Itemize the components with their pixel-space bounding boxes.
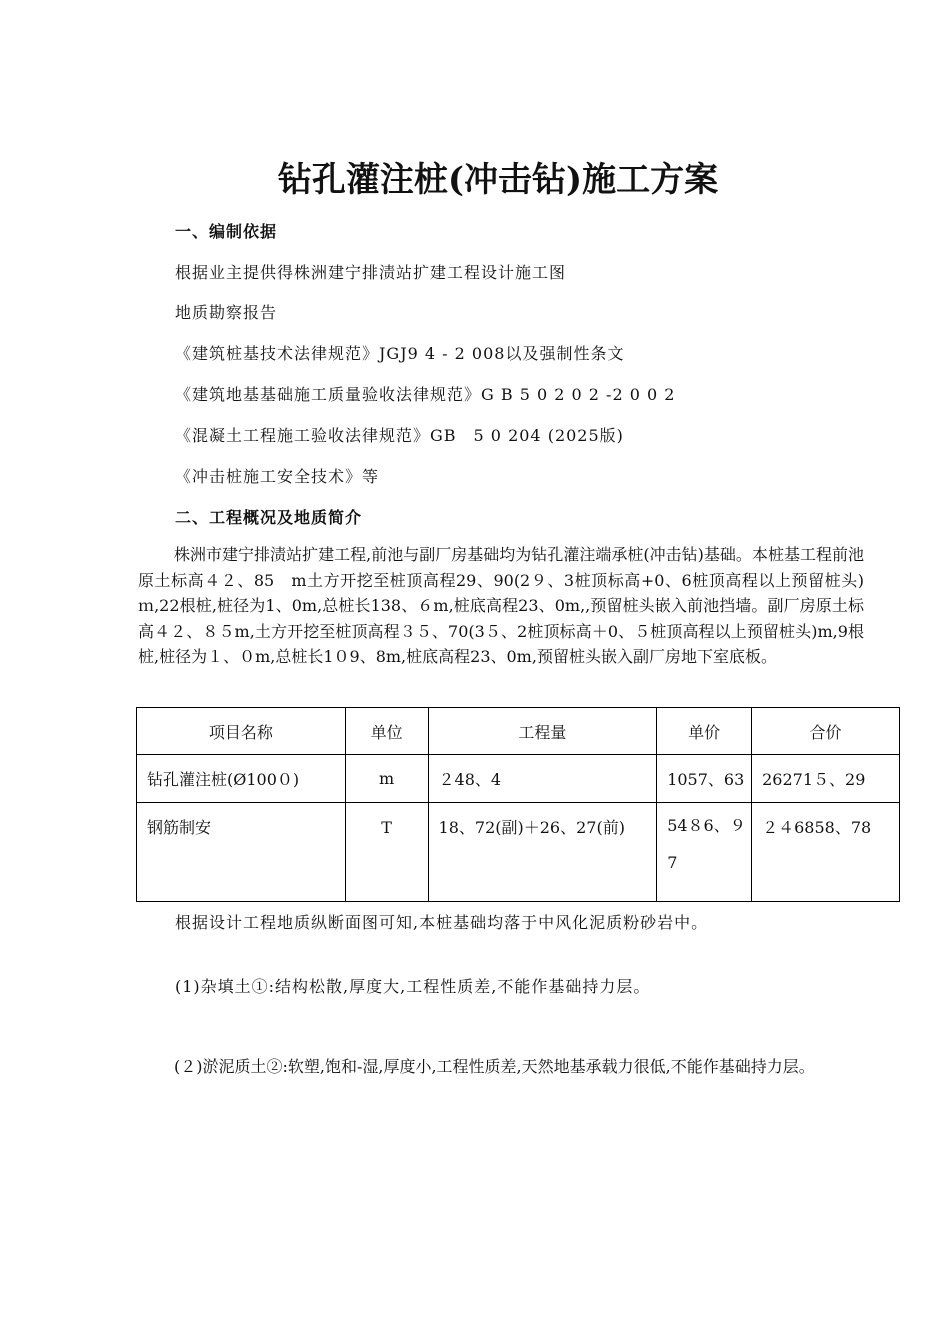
table-row [137, 803, 900, 902]
table-cell: 18、72(副)＋26、27(前) [428, 803, 657, 902]
quantity-table [136, 707, 900, 902]
document-title: 钻孔灌注桩(冲击钻)施工方案 [277, 160, 719, 200]
overview-paragraph: 株洲市建宁排渍站扩建工程,前池与副厂房基础均为钻孔灌注端承桩(冲击钻)基础。本桩基工程前池原土标高４２、85 m土方开挖至桩顶高程29、90(2９、3桩顶标高+0、6桩顶高程以上预留桩头)ｍ,22根桩,桩径为1、0m,总桩长138、６m,桩底高程23、0m,,预留桩头嵌入前池挡墙。副厂房原土标高４２、８５m,土方开挖至桩顶高程３５、70(3５、2桩顶标高＋0、５桩顶高程以上预留桩头)m,9根桩,桩径为１、０m,总桩长1０9、8m,桩底高程23、0m,预留桩头嵌入副厂房地下室底板。 [138, 545, 864, 666]
table-cell: 钻孔灌注桩(Ø100０) [137, 755, 346, 803]
section-heading-basis: 一、编制依据 [175, 222, 278, 241]
table-header-cell: 单价 [657, 708, 752, 755]
basis-item: 《混凝土工程施工验收法律规范》GB 5 0 204 (2025版) [175, 426, 624, 445]
table-cell: ２48、4 [428, 755, 657, 803]
basis-item: 地质勘察报告 [175, 303, 278, 322]
table-header-cell: 合价 [752, 708, 900, 755]
geology-layer-1: (1)杂填土①:结构松散,厚度大,工程性质差,不能作基础持力层。 [175, 977, 651, 996]
basis-item: 《建筑桩基技术法律规范》JGJ9 4 - 2 008以及强制性条文 [175, 344, 625, 363]
table-cell: 钢筋制安 [137, 803, 346, 902]
table-cell: 1057、63 [657, 755, 752, 803]
geology-intro: 根据设计工程地质纵断面图可知,本桩基础均落于中风化泥质粉砂岩中。 [175, 913, 709, 932]
basis-item: 根据业主提供得株洲建宁排渍站扩建工程设计施工图 [175, 263, 567, 282]
table-cell: T [345, 803, 428, 902]
table-header-cell: 单位 [345, 708, 428, 755]
table-header-cell: 工程量 [428, 708, 657, 755]
table-row [137, 755, 900, 803]
basis-item: 《建筑地基基础施工质量验收法律规范》G B 5 0 2 0 2 -2 0 0 2 [175, 385, 676, 404]
table-header-cell: 项目名称 [137, 708, 346, 755]
table-cell: 54８6、９7 [657, 803, 752, 902]
table-cell: 26271５、29 [752, 755, 900, 803]
basis-item: 《冲击桩施工安全技术》等 [175, 467, 380, 486]
table-cell: m [345, 755, 428, 803]
table-cell: ２４6858、78 [752, 803, 900, 902]
table-header-row [137, 708, 900, 755]
geology-layer-2: (２)淤泥质土②:软塑,饱和-湿,厚度小,工程性质差,天然地基承载力很低,不能作基础持力层。 [174, 1057, 815, 1076]
section-heading-overview: 二、工程概况及地质简介 [175, 508, 363, 527]
